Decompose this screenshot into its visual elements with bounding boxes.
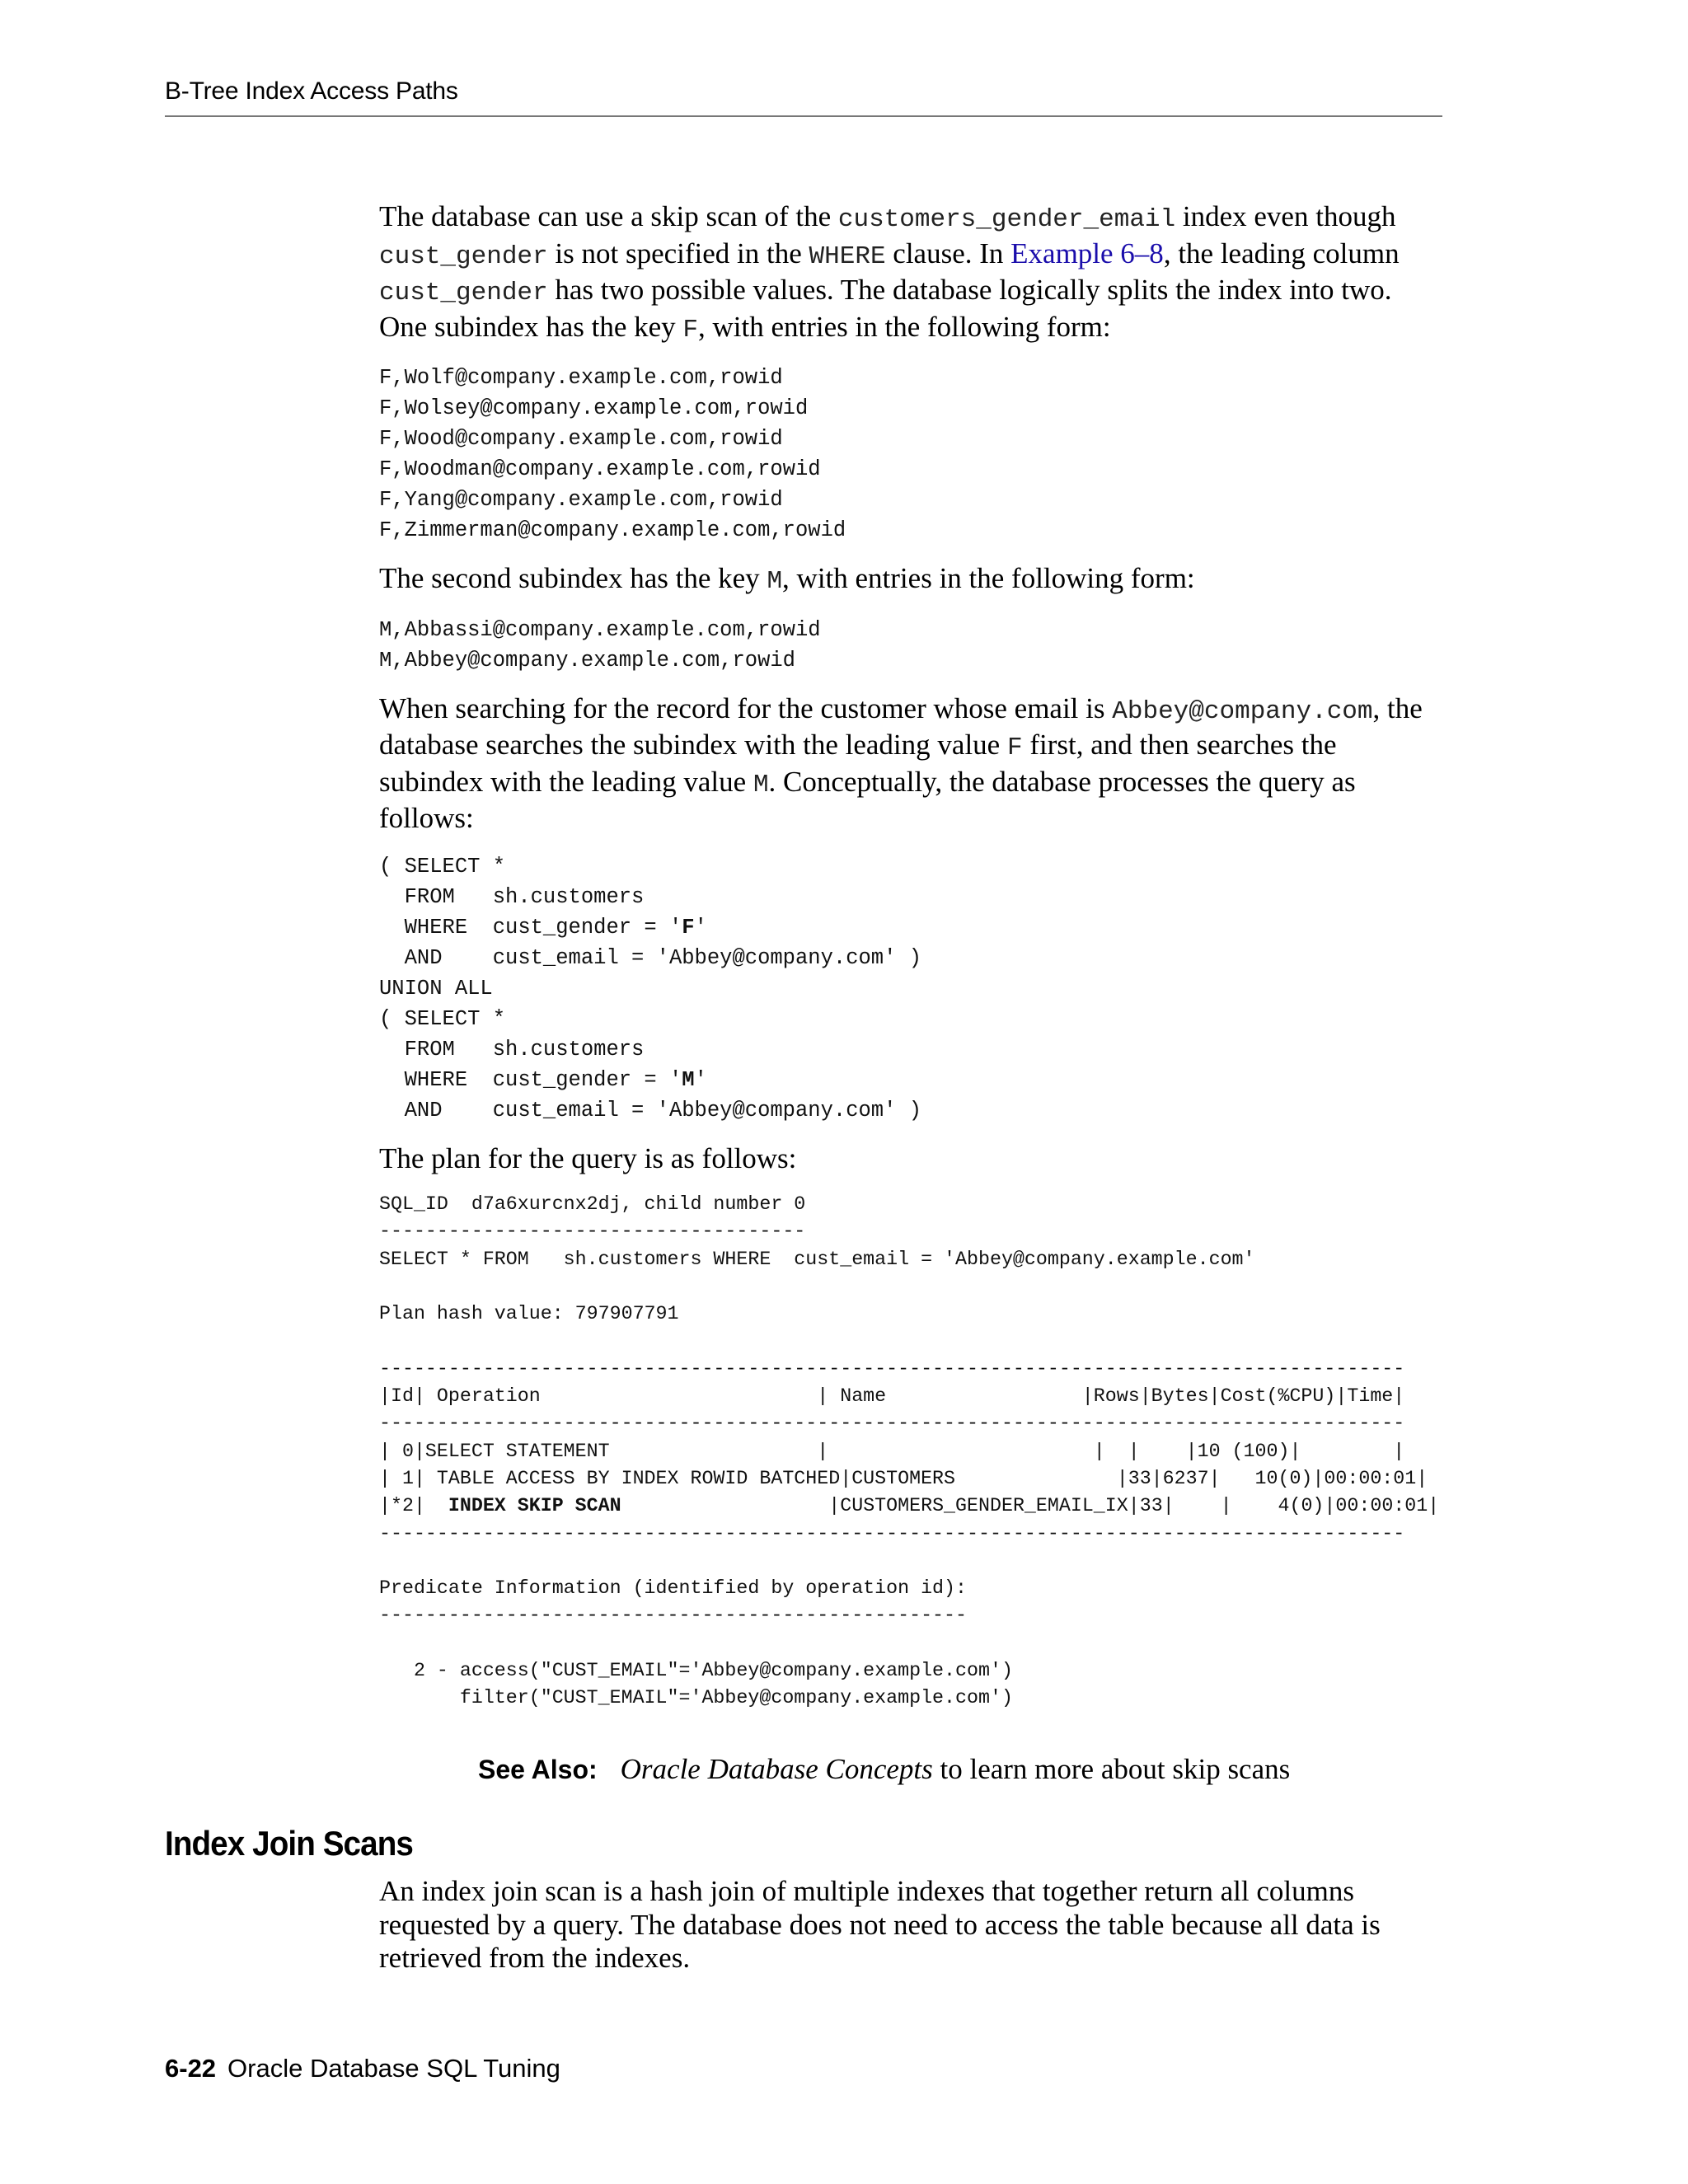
inline-code: WHERE <box>809 241 886 271</box>
header-rule <box>165 115 1442 117</box>
code-block-execution-plan: SQL_ID d7a6xurcnx2dj, child number 0 ------------------------------------- SELECT * FROM sh.customers WHERE cust_email = 'Abbey@company.example.com' Plan hash value: 797907791 ----------------------------------------------------------------------------------------- |Id| Operation | Name |Rows|Bytes|Cost(%CPU)|Time| ----------------------------------------------------------------------------------------- | 0|SELECT STATEMENT | | | |10 (100)| | | 1| TABLE ACCESS BY INDEX ROWID BATCHED|CUSTOMERS |33|6237| 10(0)|00:00:01| |*2| INDEX SKIP SCAN |CUSTOMERS_GENDER_EMAIL_IX|33| | 4(0)|00:00:01| ----------------------------------------------------------------------------------------- Predicate Information (identified by operation id): --------------------------------------------------- 2 - access("CUST_EMAIL"='Abbey@company.example.com') filter("CUST_EMAIL"='Abbey@company.example.com') <box>379 1193 1440 1709</box>
book-title: Oracle Database Concepts <box>620 1753 933 1785</box>
see-also-note: See Also: Oracle Database Concepts to learn more about skip scans <box>478 1753 1291 1785</box>
inline-code: customers_gender_email <box>837 205 1176 234</box>
inline-code: Abbey@company.com <box>1112 696 1373 726</box>
inline-code: M <box>767 567 783 596</box>
code-block-union-query: ( SELECT * FROM sh.customers WHERE cust_gender = 'F' AND cust_email = 'Abbey@company.com' ) UNION ALL ( SELECT * FROM sh.customers WHERE cust_gender = 'M' AND cust_email = 'Abbey@company.com' ) <box>379 854 922 1122</box>
paragraph-plan-intro: The plan for the query is as follows: <box>379 1141 797 1174</box>
paragraph-skip-scan-intro: The database can use a skip scan of the customers_gender_email index even though cust_gender is not specified in the WHERE clause. In Example 6–8, the leading column cust_gender has two possible values. The database logically splits the index into two. One subindex has the key F, with entries in the following form: <box>379 200 1400 344</box>
body-content <box>379 200 1442 1713</box>
see-also-label: See Also: <box>478 1755 598 1784</box>
section-heading: Index Join Scans <box>165 1824 413 1863</box>
page-number: 6-22 <box>165 2054 217 2083</box>
inline-code: F <box>1006 733 1023 762</box>
paragraph-second-subindex: The second subindex has the key M, with entries in the following form: <box>379 562 1195 596</box>
code-block-f-subindex: F,Wolf@company.example.com,rowid F,Wolsey@company.example.com,rowid F,Wood@company.example.com,rowid F,Woodman@company.example.com,rowid F,Yang@company.example.com,rowid F,Zimmerman@company.example.com,rowid <box>379 366 846 542</box>
section-body <box>379 1875 1442 1975</box>
paragraph-index-join: An index join scan is a hash join of multiple indexes that together return all columns requested by a query. The database does not need to access the table because all data is retrieved from the indexes. <box>379 1875 1381 1974</box>
paragraph-search-process: When searching for the record for the customer whose email is Abbey@company.com, the database searches the subindex with the leading value F first, and then searches the subindex with the leading value M. Conceptually, the database processes the query as follows: <box>379 691 1423 834</box>
book-name: Oracle Database SQL Tuning <box>227 2054 560 2083</box>
code-block-m-subindex: M,Abbassi@company.example.com,rowid M,Abbey@company.example.com,rowid <box>379 617 821 673</box>
inline-code: cust_gender <box>379 279 548 307</box>
running-header: B-Tree Index Access Paths <box>165 77 458 105</box>
inline-code: F <box>682 315 698 344</box>
page-footer <box>165 2052 560 2085</box>
example-link[interactable]: Example 6–8 <box>1010 237 1164 269</box>
inline-code: M <box>753 770 769 799</box>
inline-code: cust_gender <box>379 241 548 271</box>
